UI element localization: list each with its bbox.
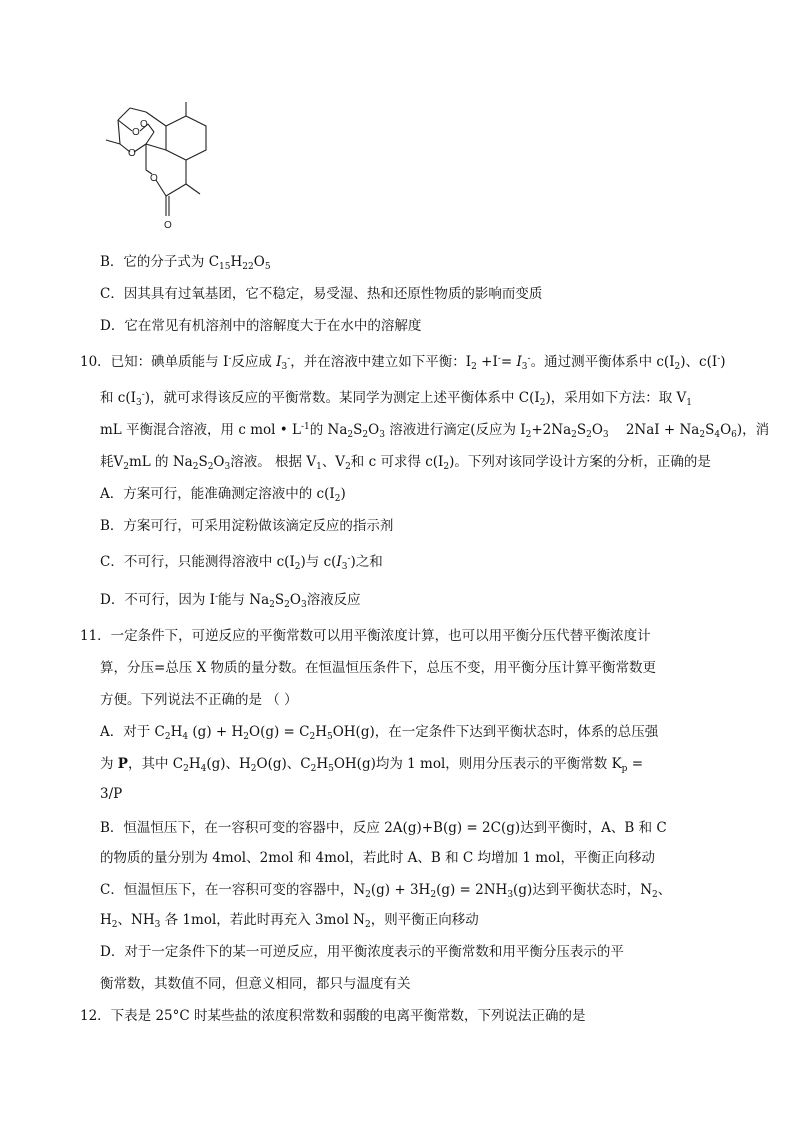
atom-o-3: O <box>128 148 136 159</box>
q11-option-a-2: 为 P，其中 $C_2H_4(g)$、$H_2O(g)$、$C_2H_5OH(g)$均为 1 mol，则用分压表示的平衡常数 $K_p$ = <box>100 756 644 774</box>
q9-option-b: B．它的分子式为 $C_{15}H_{22}O_5$ <box>100 254 271 272</box>
q11-option-a-1: A．对于 $C_2H_4$ $(g) + H_2O(g) = C_2H_5OH(g)$，在一定条件下达到平衡状态时，体系的总压强 <box>100 724 659 742</box>
q10-option-a: A．方案可行，能准确测定溶液中的 $c(I_2)$ <box>100 486 346 504</box>
atom-o-1: O <box>132 127 140 138</box>
q9-option-c: C．因其具有过氧基团，它不稳定，易受湿、热和还原性物质的影响而变质 <box>100 286 543 302</box>
q10-option-d: D．不可行，因为 I-能与 $Na_2S_2O_3$溶液反应 <box>100 592 361 610</box>
q10-line-3: mL 平衡混合溶液，用 c mol • $L^{-1}$的 $Na_2S_2O_3$ 溶液进行滴定(反应为 $I_2+2Na_2S_2O_3$ $2NaI + Na_2S_4O_6$)，消 <box>100 422 770 440</box>
q10-line-2: 和 $c(I_3^-)$，就可求得该反应的平衡常数。某同学为测定上述平衡体系中 $C(I_2)$，采用如下方法：取 $V_1$ <box>100 390 693 408</box>
q10-line-1: 10．已知：碘单质能与 I-反应成 $I_3^-$，并在溶液中建立如下平衡：$I_2 +I^-= I_3^-$。通过测平衡体系中 $c(I_2)$、c(I-) <box>80 354 726 372</box>
q11-line-2: 算，分压=总压 X 物质的量分数。在恒温恒压条件下，总压不变，用平衡分压计算平衡常数更 <box>100 660 657 676</box>
q11-option-b-2: 的物质的量分别为 4mol、2mol 和 4mol，若此时 A、B 和 C 均增加 1 mol，平衡正向移动 <box>100 850 655 866</box>
q11-option-c-2: $H_2$、$NH_3$ 各 1mol，若此时再充入 3mol $N_2$，则平衡正向移动 <box>100 912 479 930</box>
q11-option-c-1: C．恒温恒压下，在一容积可变的容器中，$N_2(g) + 3H_2(g) = 2NH_3(g)$达到平衡状态时，$N_2$、 <box>100 882 672 900</box>
atom-o-4: O <box>150 173 158 184</box>
q11-option-d-1: D．对于一定条件下的某一可逆反应，用平衡浓度表示的平衡常数和用平衡分压表示的平 <box>100 944 624 960</box>
molecular-structure <box>96 98 236 238</box>
q10-option-b: B．方案可行，可采用淀粉做该滴定反应的指示剂 <box>100 518 394 534</box>
q10-option-c: C．不可行，只能测得溶液中 $c(I_2)$与 $c(I_3^-)$之和 <box>100 554 383 572</box>
q9-option-d: D．它在常见有机溶剂中的溶解度大于在水中的溶解度 <box>100 318 422 334</box>
q12-line-1: 12．下表是 25°C 时某些盐的浓度积常数和弱酸的电离平衡常数，下列说法正确的是 <box>80 1008 586 1024</box>
ring-right <box>166 116 206 160</box>
q11-option-b-1: B．恒温恒压下，在一容积可变的容器中，反应 2A(g)+B(g) = 2C(g)达到平衡时，A、B 和 C <box>100 820 667 836</box>
q11-option-d-2: 衡常数，其数值不同，但意义相同，都只与温度有关 <box>100 976 411 992</box>
q11-line-3: 方便。下列说法不正确的是 （ ） <box>100 692 298 708</box>
q10-line-4: 耗$V_2mL$ 的 $Na_2S_2O_3$溶液。 根据 $V_1$、$V_2$和 c 可求得 $c(I_2)$。下列对该同学设计方案的分析，正确的是 <box>100 454 711 472</box>
q11-line-1: 11．一定条件下，可逆反应的平衡常数可以用平衡浓度计算，也可以用平衡分压代替平衡浓度计 <box>80 628 651 644</box>
atom-o-5: O <box>164 220 172 231</box>
atom-o-2: O <box>140 119 148 130</box>
q11-option-a-3: 3/P <box>100 786 123 802</box>
